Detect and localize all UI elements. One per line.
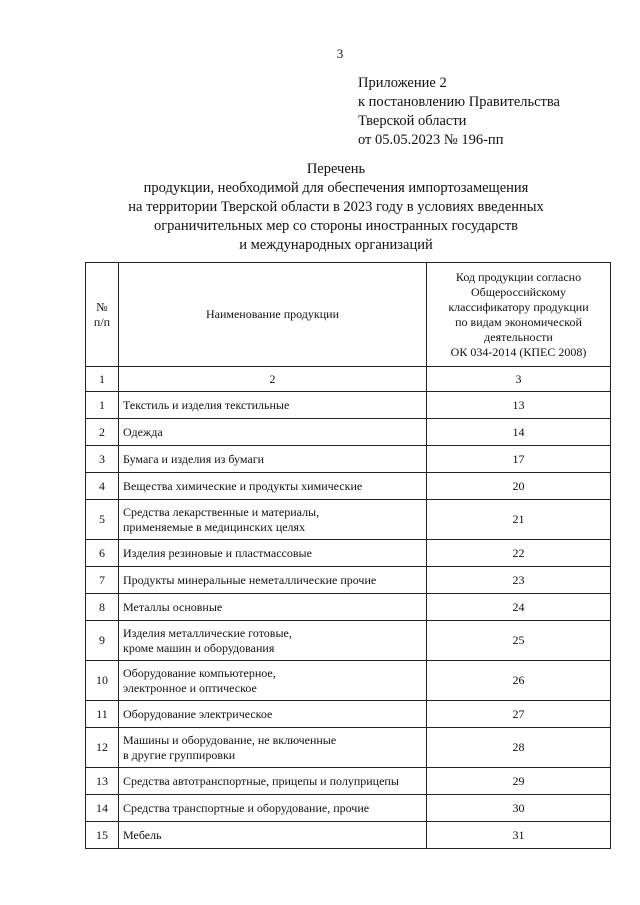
header-code-line: Общероссийскому <box>470 284 567 299</box>
product-code: 21 <box>427 500 611 540</box>
row-number: 6 <box>86 540 119 567</box>
products-table <box>85 262 611 849</box>
appendix-line: от 05.05.2023 № 196-пп <box>358 132 504 148</box>
product-name: Продукты минеральные неметаллические прочие <box>119 567 427 594</box>
column-numbers-row <box>86 367 611 392</box>
table-row <box>86 594 611 621</box>
row-number: 11 <box>86 701 119 728</box>
product-name-line: применяемые в медицинских целях <box>123 519 306 534</box>
header-code <box>427 263 611 367</box>
table-row <box>86 567 611 594</box>
row-number: 14 <box>86 795 119 822</box>
row-number: 3 <box>86 446 119 473</box>
header-code-line: ОК 034-2014 (КПЕС 2008) <box>450 344 587 359</box>
appendix-block <box>358 74 560 150</box>
row-number: 9 <box>86 621 119 661</box>
product-code: 31 <box>427 822 611 849</box>
header-number-line: п/п <box>93 314 111 329</box>
table-row <box>86 822 611 849</box>
product-name: Текстиль и изделия текстильные <box>119 392 427 419</box>
product-name: Изделия резиновые и пластмассовые <box>119 540 427 567</box>
product-code: 27 <box>427 701 611 728</box>
product-code: 30 <box>427 795 611 822</box>
title-line: и международных организаций <box>239 237 433 253</box>
column-number: 3 <box>427 367 611 392</box>
product-name <box>119 621 427 661</box>
header-number <box>86 263 119 367</box>
row-number: 7 <box>86 567 119 594</box>
product-name: Вещества химические и продукты химические <box>119 473 427 500</box>
table-row <box>86 768 611 795</box>
row-number: 8 <box>86 594 119 621</box>
table-row <box>86 540 611 567</box>
table-row <box>86 419 611 446</box>
product-name-line: Машины и оборудование, не включенные <box>123 732 337 747</box>
table-header-row <box>86 263 611 367</box>
product-code: 17 <box>427 446 611 473</box>
row-number: 1 <box>86 392 119 419</box>
product-code: 22 <box>427 540 611 567</box>
appendix-line: Тверской области <box>358 113 467 129</box>
product-code: 26 <box>427 661 611 701</box>
row-number: 15 <box>86 822 119 849</box>
title-line: Перечень <box>306 161 366 177</box>
product-name-line: кроме машин и оборудования <box>123 640 275 655</box>
page-number: 3 <box>336 46 344 61</box>
product-code: 25 <box>427 621 611 661</box>
row-number: 4 <box>86 473 119 500</box>
header-code-line: Код продукции согласно <box>455 269 582 284</box>
product-code: 29 <box>427 768 611 795</box>
product-name <box>119 728 427 768</box>
product-name: Бумага и изделия из бумаги <box>119 446 427 473</box>
product-name: Металлы основные <box>119 594 427 621</box>
product-code: 23 <box>427 567 611 594</box>
product-code: 13 <box>427 392 611 419</box>
header-code-line: по видам экономической <box>455 314 582 329</box>
header-name: Наименование продукции <box>119 263 427 367</box>
product-name <box>119 661 427 701</box>
row-number: 2 <box>86 419 119 446</box>
table-row <box>86 661 611 701</box>
product-name: Средства транспортные и оборудование, прочие <box>119 795 427 822</box>
table-row <box>86 728 611 768</box>
product-code: 24 <box>427 594 611 621</box>
row-number: 10 <box>86 661 119 701</box>
table-row <box>86 701 611 728</box>
title-line: на территории Тверской области в 2023 году в условиях введенных <box>128 199 544 215</box>
document-title <box>96 160 576 255</box>
row-number: 5 <box>86 500 119 540</box>
product-name-line: Изделия металлические готовые, <box>123 625 292 640</box>
product-name-line: Оборудование компьютерное, <box>123 665 276 680</box>
table-row <box>86 795 611 822</box>
row-number: 13 <box>86 768 119 795</box>
product-name <box>119 500 427 540</box>
header-code-line: деятельности <box>484 329 553 344</box>
product-name: Одежда <box>119 419 427 446</box>
product-code: 14 <box>427 419 611 446</box>
column-number: 2 <box>119 367 427 392</box>
product-name-line: электронное и оптическое <box>123 680 257 695</box>
appendix-line: к постановлению Правительства <box>358 94 560 110</box>
product-name: Мебель <box>119 822 427 849</box>
table-row <box>86 473 611 500</box>
product-code: 28 <box>427 728 611 768</box>
title-line: ограничительных мер со стороны иностранных государств <box>153 218 519 234</box>
appendix-line: Приложение 2 <box>358 75 447 91</box>
header-code-line: классификатору продукции <box>448 299 589 314</box>
title-line: продукции, необходимой для обеспечения импортозамещения <box>143 180 529 196</box>
table-row <box>86 392 611 419</box>
table-row <box>86 621 611 661</box>
product-name: Средства автотранспортные, прицепы и полуприцепы <box>119 768 427 795</box>
column-number: 1 <box>86 367 119 392</box>
product-name: Оборудование электрическое <box>119 701 427 728</box>
product-name-line: в другие группировки <box>123 747 236 762</box>
table-row <box>86 446 611 473</box>
product-code: 20 <box>427 473 611 500</box>
header-number-line: № <box>96 299 108 314</box>
row-number: 12 <box>86 728 119 768</box>
product-name-line: Средства лекарственные и материалы, <box>123 504 320 519</box>
table-row <box>86 500 611 540</box>
